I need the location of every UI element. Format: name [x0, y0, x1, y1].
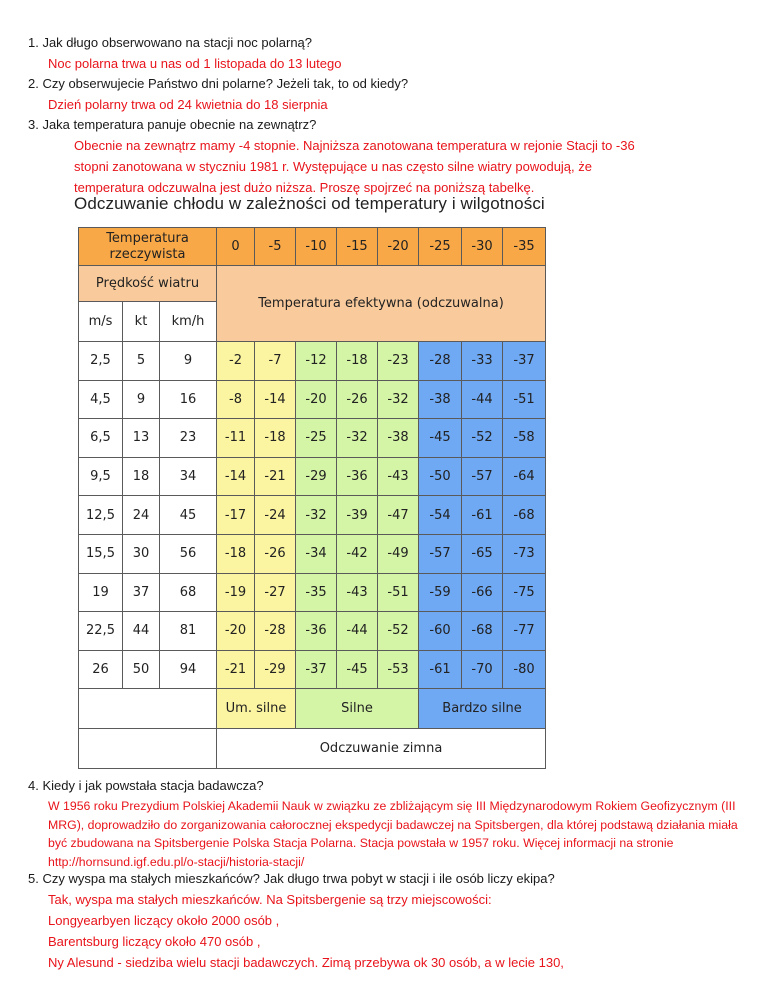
effective-temp-cell: -36 — [337, 457, 378, 496]
effective-temp-cell: -32 — [378, 380, 419, 419]
effective-temperature-header: Temperatura efektywna (odczuwalna) — [217, 266, 546, 342]
table-row — [79, 380, 546, 419]
answer-4: W 1956 roku Prezydium Polskiej Akademii Nauk w związku ze zbliżającym się III Międzynarodowym Rokiem Geofizycznym (III MRG), doprowadziło do zorganizowania całorocznej ekspedycji badawczej na Spitsbergen, dla której podstawą działania miała być zbudowana na Spitsbergenie Polska Stacja Polarna. Stacja powstała w 1957 roku. Więcej informacji na stronie http://hornsund.igf.edu.pl/o-stacji/historia-stacji/ — [48, 799, 738, 869]
wind-chill-table — [78, 227, 546, 769]
cold-perception-footer: Odczuwanie zimna — [217, 729, 546, 769]
effective-temp-cell: -49 — [378, 534, 419, 573]
table-row — [79, 496, 546, 535]
legend-blank — [79, 689, 217, 729]
real-temperature-header: Temperatura rzeczywista — [79, 228, 217, 266]
wind-ms-cell: 9,5 — [79, 457, 123, 496]
wind-ms-cell: 12,5 — [79, 496, 123, 535]
effective-temp-cell: -38 — [419, 380, 462, 419]
temp-header: -10 — [296, 228, 337, 266]
effective-temp-cell: -65 — [462, 534, 503, 573]
effective-temp-cell: -54 — [419, 496, 462, 535]
wind-kt-cell: 50 — [123, 650, 160, 689]
effective-temp-cell: -14 — [255, 380, 296, 419]
effective-temp-cell: -44 — [462, 380, 503, 419]
effective-temp-cell: -45 — [419, 419, 462, 458]
wind-ms-cell: 22,5 — [79, 612, 123, 651]
wind-kmh-cell: 45 — [160, 496, 217, 535]
effective-temp-cell: -11 — [217, 419, 255, 458]
effective-temp-cell: -64 — [503, 457, 546, 496]
effective-temp-cell: -12 — [296, 342, 337, 381]
wind-kmh-cell: 94 — [160, 650, 217, 689]
wind-ms-cell: 26 — [79, 650, 123, 689]
unit-ms-header: m/s — [79, 302, 123, 342]
question-1: 1. Jak długo obserwowano na stacji noc polarną? — [28, 35, 313, 50]
effective-temp-cell: -61 — [419, 650, 462, 689]
question-2: 2. Czy obserwujecie Państwo dni polarne? Jeżeli tak, to od kiedy? — [28, 76, 409, 91]
wind-kt-cell: 44 — [123, 612, 160, 651]
table-row — [79, 457, 546, 496]
effective-temp-cell: -37 — [503, 342, 546, 381]
effective-temp-cell: -17 — [217, 496, 255, 535]
effective-temp-cell: -77 — [503, 612, 546, 651]
effective-temp-cell: -35 — [296, 573, 337, 612]
wind-ms-cell: 4,5 — [79, 380, 123, 419]
wind-ms-cell: 2,5 — [79, 342, 123, 381]
table-row — [79, 612, 546, 651]
table-row — [79, 342, 546, 381]
wind-ms-cell: 15,5 — [79, 534, 123, 573]
temp-header: -15 — [337, 228, 378, 266]
effective-temp-cell: -24 — [255, 496, 296, 535]
effective-temp-cell: -57 — [462, 457, 503, 496]
category-very-strong: Bardzo silne — [419, 689, 546, 729]
effective-temp-cell: -29 — [296, 457, 337, 496]
effective-temp-cell: -73 — [503, 534, 546, 573]
effective-temp-cell: -50 — [419, 457, 462, 496]
effective-temp-cell: -42 — [337, 534, 378, 573]
question-4: 4. Kiedy i jak powstała stacja badawcza? — [28, 778, 264, 793]
table-row — [79, 534, 546, 573]
effective-temp-cell: -20 — [296, 380, 337, 419]
answer-3-line-3: temperatura odczuwalna jest dużo niższa. Proszę spojrzeć na poniższą tabelkę. — [74, 180, 535, 195]
temp-header: -30 — [462, 228, 503, 266]
wind-ms-cell: 6,5 — [79, 419, 123, 458]
temp-header: -35 — [503, 228, 546, 266]
category-moderate: Um. silne — [217, 689, 296, 729]
effective-temp-cell: -53 — [378, 650, 419, 689]
answer-5-line-3: Barentsburg liczący około 470 osób , — [48, 934, 261, 949]
effective-temp-cell: -66 — [462, 573, 503, 612]
answer-1: Noc polarna trwa u nas od 1 listopada do 13 lutego — [48, 56, 342, 71]
effective-temp-cell: -29 — [255, 650, 296, 689]
effective-temp-cell: -25 — [296, 419, 337, 458]
temp-header: -20 — [378, 228, 419, 266]
effective-temp-cell: -70 — [462, 650, 503, 689]
effective-temp-cell: -51 — [378, 573, 419, 612]
effective-temp-cell: -51 — [503, 380, 546, 419]
wind-kt-cell: 30 — [123, 534, 160, 573]
effective-temp-cell: -23 — [378, 342, 419, 381]
wind-kt-cell: 37 — [123, 573, 160, 612]
wind-kt-cell: 9 — [123, 380, 160, 419]
wind-kmh-cell: 23 — [160, 419, 217, 458]
wind-kmh-cell: 68 — [160, 573, 217, 612]
temp-header: 0 — [217, 228, 255, 266]
effective-temp-cell: -61 — [462, 496, 503, 535]
wind-kmh-cell: 81 — [160, 612, 217, 651]
effective-temp-cell: -59 — [419, 573, 462, 612]
effective-temp-cell: -45 — [337, 650, 378, 689]
effective-temp-cell: -18 — [217, 534, 255, 573]
wind-kt-cell: 13 — [123, 419, 160, 458]
effective-temp-cell: -26 — [337, 380, 378, 419]
effective-temp-cell: -33 — [462, 342, 503, 381]
effective-temp-cell: -58 — [503, 419, 546, 458]
footer-blank — [79, 729, 217, 769]
effective-temp-cell: -20 — [217, 612, 255, 651]
effective-temp-cell: -32 — [296, 496, 337, 535]
effective-temp-cell: -52 — [378, 612, 419, 651]
table-row — [79, 573, 546, 612]
effective-temp-cell: -37 — [296, 650, 337, 689]
wind-kmh-cell: 34 — [160, 457, 217, 496]
temp-header: -25 — [419, 228, 462, 266]
wind-ms-cell: 19 — [79, 573, 123, 612]
effective-temp-cell: -68 — [462, 612, 503, 651]
wind-kmh-cell: 9 — [160, 342, 217, 381]
effective-temp-cell: -44 — [337, 612, 378, 651]
effective-temp-cell: -57 — [419, 534, 462, 573]
wind-kt-cell: 5 — [123, 342, 160, 381]
table-row — [79, 650, 546, 689]
wind-kmh-cell: 16 — [160, 380, 217, 419]
effective-temp-cell: -21 — [255, 457, 296, 496]
effective-temp-cell: -39 — [337, 496, 378, 535]
effective-temp-cell: -75 — [503, 573, 546, 612]
effective-temp-cell: -43 — [378, 457, 419, 496]
answer-5-line-4: Ny Alesund - siedziba wielu stacji badawczych. Zimą przebywa ok 30 osób, a w lecie 130, — [48, 955, 564, 970]
effective-temp-cell: -32 — [337, 419, 378, 458]
effective-temp-cell: -19 — [217, 573, 255, 612]
effective-temp-cell: -43 — [337, 573, 378, 612]
effective-temp-cell: -18 — [337, 342, 378, 381]
effective-temp-cell: -18 — [255, 419, 296, 458]
effective-temp-cell: -28 — [255, 612, 296, 651]
effective-temp-cell: -21 — [217, 650, 255, 689]
wind-speed-header: Prędkość wiatru — [79, 266, 217, 302]
answer-5-line-1: Tak, wyspa ma stałych mieszkańców. Na Spitsbergenie są trzy miejscowości: — [48, 892, 492, 907]
effective-temp-cell: -7 — [255, 342, 296, 381]
effective-temp-cell: -80 — [503, 650, 546, 689]
unit-kt-header: kt — [123, 302, 160, 342]
effective-temp-cell: -34 — [296, 534, 337, 573]
effective-temp-cell: -38 — [378, 419, 419, 458]
answer-3-line-1: Obecnie na zewnątrz mamy -4 stopnie. Najniższa zanotowana temperatura w rejonie Stacji to -36 — [74, 138, 635, 153]
effective-temp-cell: -14 — [217, 457, 255, 496]
temp-header: -5 — [255, 228, 296, 266]
unit-kmh-header: km/h — [160, 302, 217, 342]
effective-temp-cell: -52 — [462, 419, 503, 458]
effective-temp-cell: -60 — [419, 612, 462, 651]
wind-kt-cell: 18 — [123, 457, 160, 496]
effective-temp-cell: -2 — [217, 342, 255, 381]
effective-temp-cell: -36 — [296, 612, 337, 651]
table-title: Odczuwanie chłodu w zależności od temperatury i wilgotności — [74, 194, 545, 213]
effective-temp-cell: -27 — [255, 573, 296, 612]
wind-kt-cell: 24 — [123, 496, 160, 535]
table-row — [79, 419, 546, 458]
effective-temp-cell: -28 — [419, 342, 462, 381]
effective-temp-cell: -8 — [217, 380, 255, 419]
effective-temp-cell: -47 — [378, 496, 419, 535]
question-5: 5. Czy wyspa ma stałych mieszkańców? Jak długo trwa pobyt w stacji i ile osób liczy ekipa? — [28, 871, 555, 886]
effective-temp-cell: -26 — [255, 534, 296, 573]
effective-temp-cell: -68 — [503, 496, 546, 535]
answer-3-line-2: stopni zanotowana w styczniu 1981 r. Występujące u nas często silne wiatry powodują, że — [74, 159, 592, 174]
wind-kmh-cell: 56 — [160, 534, 217, 573]
answer-2: Dzień polarny trwa od 24 kwietnia do 18 sierpnia — [48, 97, 328, 112]
category-strong: Silne — [296, 689, 419, 729]
answer-5-line-2: Longyearbyen liczący około 2000 osób , — [48, 913, 280, 928]
question-3: 3. Jaka temperatura panuje obecnie na zewnątrz? — [28, 117, 317, 132]
